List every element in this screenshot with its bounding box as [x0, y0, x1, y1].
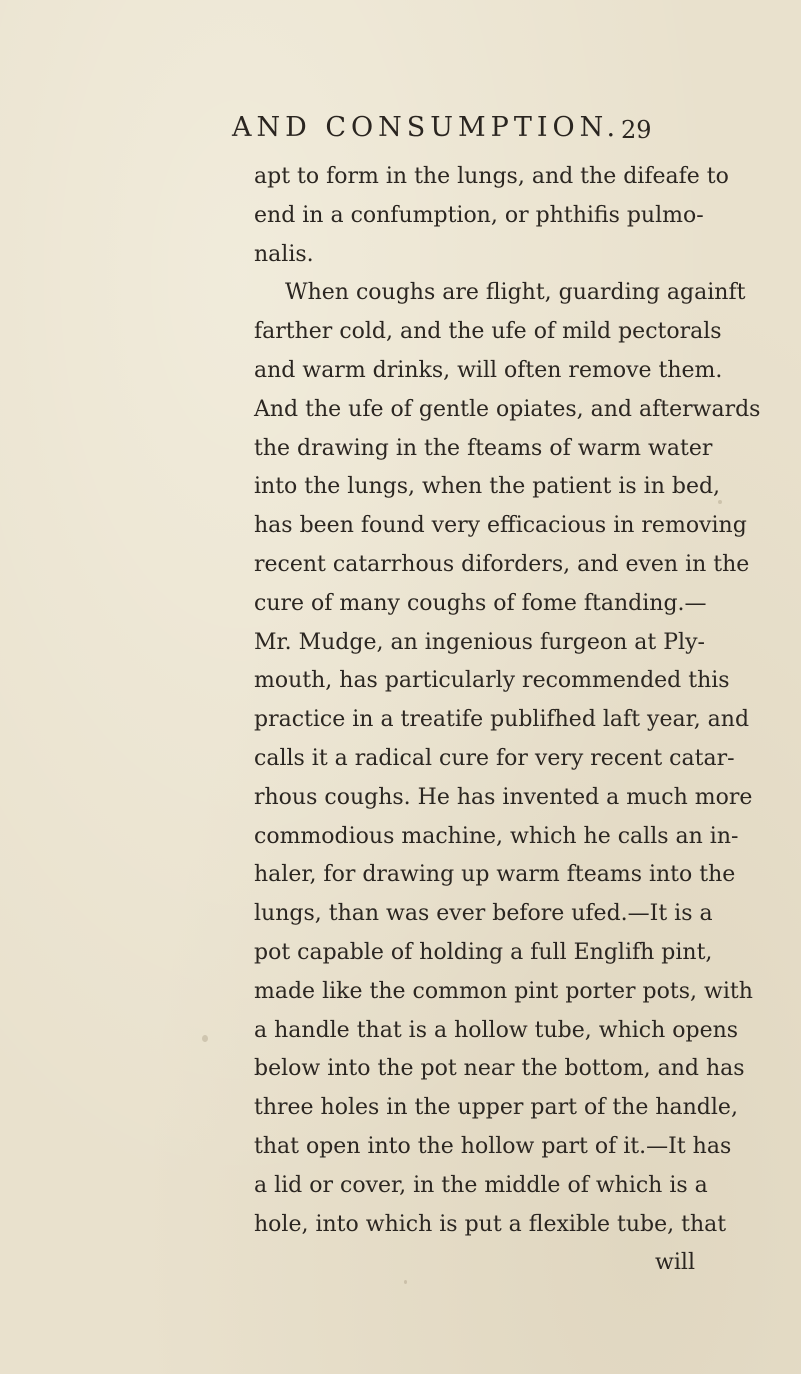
text-line: that open into the hollow part of it.—It has — [254, 1133, 732, 1159]
text-line: calls it a radical cure for very recent catar- — [254, 745, 735, 771]
text-line: And the ufe of gentle opiates, and afterwards — [254, 396, 761, 422]
text-line: commodious machine, which he calls an in- — [254, 823, 739, 849]
text-line: cure of many coughs of fome ftanding.— — [254, 590, 707, 616]
text-line: made like the common pint porter pots, with — [254, 978, 753, 1004]
text-line: haler, for drawing up warm fteams into the — [254, 862, 736, 888]
ink-speck — [718, 500, 722, 504]
text-line: apt to form in the lungs, and the difeafe to — [254, 164, 729, 189]
text-line: and warm drinks, will often remove them. — [254, 357, 723, 383]
text-line: has been found very efficacious in removing — [254, 513, 747, 539]
text-line: below into the pot near the bottom, and has — [254, 1056, 745, 1082]
text-line: pot capable of holding a full Englifh pint, — [254, 939, 713, 965]
paragraph-start-line: When coughs are flight, guarding againft — [285, 280, 746, 306]
catchword: will — [655, 1250, 695, 1276]
text-line: end in a confumption, or phthifis pulmo- — [254, 202, 704, 228]
text-line: practice in a treatife publifhed laft year, and — [254, 707, 750, 733]
text-line: into the lungs, when the patient is in bed, — [254, 474, 721, 500]
text-line: farther cold, and the ufe of mild pectorals — [254, 319, 722, 345]
text-line: a lid or cover, in the middle of which is a — [254, 1172, 708, 1198]
text-line: recent catarrhous diforders, and even in the — [254, 551, 750, 577]
page-number: 29 — [621, 116, 652, 144]
text-line: Mr. Mudge, an ingenious furgeon at Ply- — [254, 629, 705, 655]
running-head-title: AND CONSUMPTION. — [232, 112, 621, 143]
text-line: lungs, than was ever before ufed.—It is a — [254, 901, 713, 927]
text-line: nalis. — [254, 241, 314, 267]
text-line: rhous coughs. He has invented a much more — [254, 784, 753, 810]
ink-speck — [404, 1280, 407, 1284]
running-head — [0, 108, 801, 148]
text-line: mouth, has particularly recommended this — [254, 668, 730, 694]
text-line: hole, into which is put a flexible tube, that — [254, 1211, 727, 1237]
text-line: three holes in the upper part of the handle, — [254, 1095, 738, 1121]
body-text — [254, 158, 761, 1283]
ink-speck — [202, 1035, 208, 1042]
text-line: the drawing in the fteams of warm water — [254, 435, 713, 461]
text-line: a handle that is a hollow tube, which opens — [254, 1017, 739, 1043]
